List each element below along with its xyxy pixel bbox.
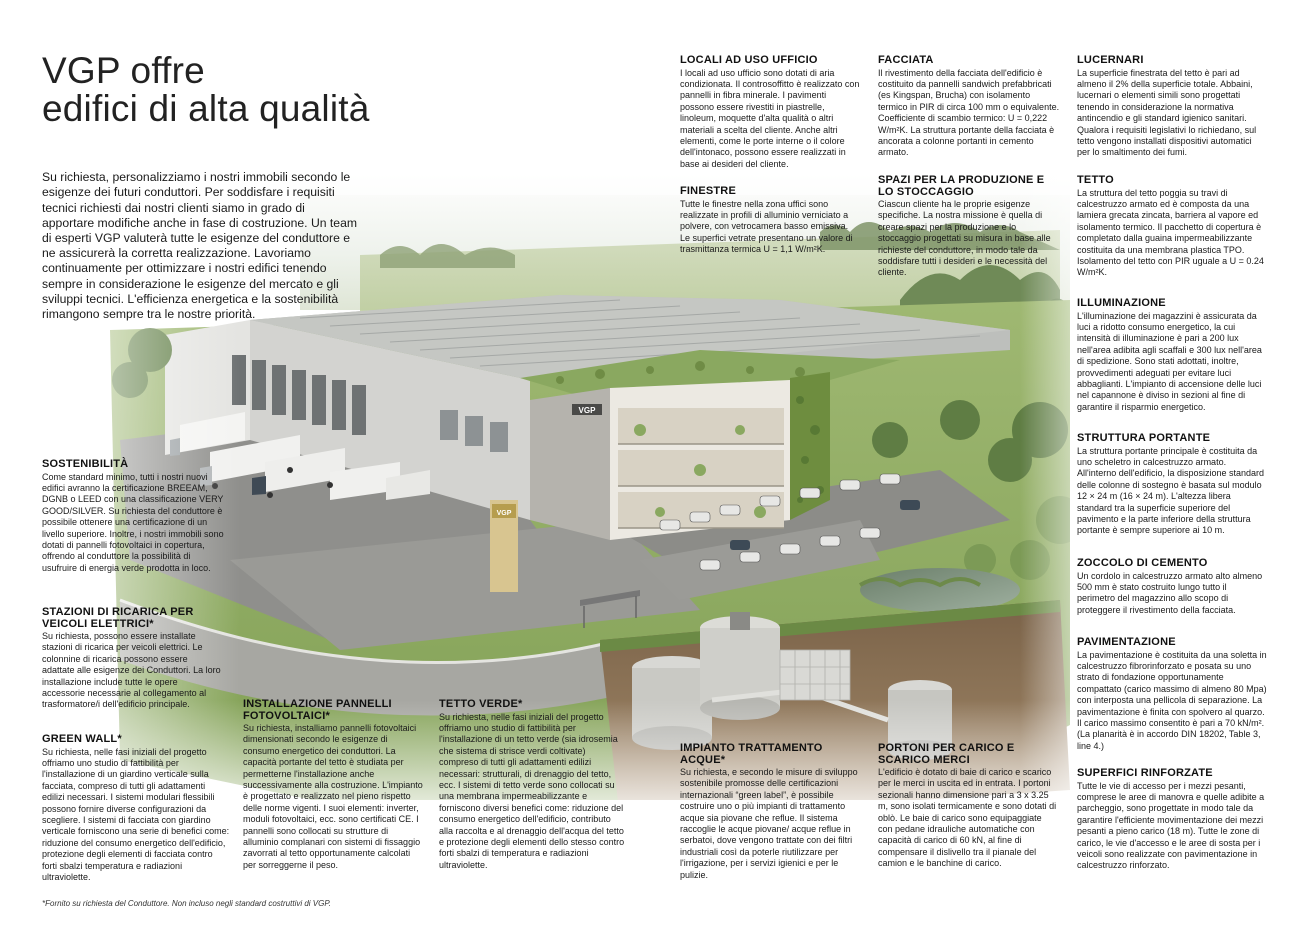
section-fotovoltaici [243, 699, 423, 871]
section-pavimentazione [1077, 637, 1267, 752]
section-body: L'illuminazione dei magazzini è assicurata da luci a ridotto consumo energetico, la cui intensità di illuminazione è pari a 200 lux nell'area adibita agli scaffali e 300 lux nell'area di spedizione. Sono stati adottati, inoltre, provvedimenti adeguati per evitare luci abbaglianti. L'impianto di accensione delle luci nel capannone è diviso in sezioni al fine di garantire il risparmio energetico. [1077, 310, 1262, 412]
section-illuminazione [1077, 298, 1267, 413]
section-body: Su richiesta, possono essere installate stazioni di ricarica per veicoli elettrici. Le colonnine di ricarica possono essere adattate alle esigenze dei Conduttori. La loro installazione include tutte le opere accessorie necessarie al collegamento al trasformatore/i dell'edificio principale. [42, 631, 221, 710]
intro-paragraph: Su richiesta, personalizziamo i nostri immobili secondo le esigenze dei futuri conduttori. Per soddisfare i requisiti tecnici richiesti dai nostri clienti siamo in grado di apportare modifiche anche in fase di costruzione. Un team di esperti VGP valuterà tutte le esigenze del conduttore e ne assicurerà la corretta realizzazione. Lavoriamo continuamente per ottimizzare i nostri edifici tenendo sempre in considerazione le esigenze del mercato e gli sviluppi tecnici. L'efficienza energetica e la sostenibilità rimangono sempre tra le nostre priorità. [42, 170, 358, 322]
section-body: La superficie finestrata del tetto è pari ad almeno il 2% della superficie totale. Abbaini, lucernari o elementi simili sono progettati tenendo in considerazione la normativa antincendio e gli standard igienico sanitari. Qualora i requisiti legislativi lo richiedano, sul tetto vengono installati dispositivi automatici per lo smaltimento dei fumi. [1077, 67, 1257, 158]
section-lucernari [1077, 55, 1267, 159]
section-title: ILLUMINAZIONE [1077, 297, 1166, 309]
title-line-1: VGP offre [42, 50, 205, 91]
section-title: FINESTRE [680, 185, 736, 197]
section-body: Il rivestimento della facciata dell'edificio è costituito da pannelli sandwich prefabbricati (es Kingspan, Brucha) con isolamento termico in PIR di circa 100 mm o equivalente. Coefficiente di scambio termico: U = 0,222 W/m²K. La struttura portante della facciata è ancorata a colonne portanti in cemento armato. [878, 67, 1060, 158]
section-title: ZOCCOLO DI CEMENTO [1077, 557, 1208, 569]
section-body: Tutte le finestre nella zona uffici sono realizzate in profili di alluminio verniciato a polvere, con vetrocamera basso emissiva. Le superfici vetrate presentano un valore di trasmittanza termica U = 1,1 W/m²K. [680, 198, 853, 255]
section-tetto-verde [439, 699, 625, 871]
section-title: SPAZI PER LA PRODUZIONE E LO STOCCAGGIO [878, 174, 1045, 198]
section-portoni [878, 743, 1058, 870]
section-title: INSTALLAZIONE PANNELLI FOTOVOLTAICI* [243, 698, 392, 722]
section-title: STRUTTURA PORTANTE [1077, 432, 1211, 444]
section-facciata [878, 55, 1060, 159]
section-title: LUCERNARI [1077, 54, 1144, 66]
section-body: L'edificio è dotato di baie di carico e scarico per le merci in uscita ed in entrata. I portoni sezionali hanno dimensione pari a 3 x 3.25 m, sono isolati termicamente e sono dotati di oblò. Le baie di carico sono equipaggiate con pedane idrauliche automatiche con capacità di carico di 60 kN, al fine di compensare il dislivello tra il pianale del camion e le banchine di carico. [878, 767, 1057, 869]
section-body: Su richiesta, nelle fasi iniziali del progetto offriamo uno studio di fattibilità per l'installazione di un giardino verticale sulla facciata, compreso di tutti gli adattamenti edilizi necessari. I sistemi modulari flessibili possono fornire diverse configurazioni da scegliere. I sistemi di facciata con giardino verticale forniscono una serie di benefici come: riduzione del consumo energetico dell'edificio, protezione degli elementi di facciata contro forti sbalzi temperatura e radiazioni ultraviolette. [42, 746, 230, 882]
section-spazi [878, 175, 1060, 279]
section-title: TETTO VERDE* [439, 698, 523, 710]
section-title: SUPERFICI RINFORZATE [1077, 767, 1213, 779]
facade-logo: VGP [578, 406, 596, 415]
section-stazioni-ricarica [42, 607, 222, 711]
section-body: Tutte le vie di accesso per i mezzi pesanti, comprese le aree di manovra e quelle adibite a parcheggio, sono progettate in modo tale da garantire l'efficiente movimentazione dei mezzi pesanti a pieno carico (18 m). Tutte le zone di carico, le vie d'accesso e le aree di sosta per i veicoli sono realizzate con pavimentazione in calcestruzzo rinforzato. [1077, 780, 1265, 871]
section-title: FACCIATA [878, 54, 934, 66]
section-zoccolo [1077, 558, 1267, 616]
sign-logo: VGP [496, 510, 512, 517]
section-body: Ciascun cliente ha le proprie esigenze specifiche. La nostra missione è quella di creare spazi per la produzione e lo stoccaggio progettati su misura in base alle richieste del conduttore, in modo tale da soddisfare tutti i desideri e le necessità del cliente. [878, 199, 1051, 278]
section-body: I locali ad uso ufficio sono dotati di aria condizionata. Il controsoffitto è realizzato con pannelli in fibra minerale. I pavimenti possono essere rivestiti in piastrelle, linoleum, moquette d'alta qualità o altri materiali a scelta del cliente. Anche altri elementi, come le porte interne o il colore dell'intonaco, possono essere realizzati in base ai desideri del cliente. [680, 67, 860, 169]
section-title: IMPIANTO TRATTAMENTO ACQUE* [680, 742, 823, 766]
section-sostenibilita [42, 459, 227, 574]
section-finestre [680, 186, 860, 256]
section-tetto [1077, 175, 1267, 279]
title-line-2: edifici di alta qualità [42, 88, 370, 129]
section-title: GREEN WALL* [42, 733, 122, 745]
section-title: PORTONI PER CARICO E SCARICO MERCI [878, 742, 1015, 766]
section-title: PAVIMENTAZIONE [1077, 636, 1176, 648]
section-body: Un cordolo in calcestruzzo armato alto almeno 500 mm è stato costruito lungo tutto il perimetro del magazzino allo scopo di proteggere il rivestimento della facciata. [1077, 570, 1263, 615]
page-title [42, 52, 370, 128]
section-body: Su richiesta, nelle fasi iniziali del progetto offriamo uno studio di fattibilità per l'installazione di un tetto verde (sia idrosemia che sistema di strisce verdi coltivate) compreso di tutti gli adattamenti edilizi necessari: strutturali, di drenaggio del tetto, ecc. I sistemi di tetto verde sono collocati su una membrana impermeabilizzante e forniscono diversi benefici come: riduzione del consumo energetico dell'edificio, contributo alla raccolta e al drenaggio dell'acqua del tetto e protezione degli elementi dello stesso contro forti sbalzi di temperatura e radiazioni ultraviolette. [439, 711, 625, 870]
section-body: La struttura portante principale è costituita da uno scheletro in calcestruzzo armato. All'interno dell'edificio, la disposizione standard delle colonne di sostegno è basata sul modulo 12 × 24 m (16 × 24 m). L'altezza libera standard tra la superficie superiore del pavimento e la parte inferiore della struttura portante è sempre superiore ai 10 m. [1077, 445, 1265, 536]
section-title: TETTO [1077, 174, 1114, 186]
section-body: Su richiesta, e secondo le misure di sviluppo sostenibile promosse delle certificazioni internazionali “green label”, è possibile costruire uno o più impianti di trattamento acque sia piovane che reflue. Il sistema raccoglie le acque piovane/ acque reflue in serbatoi, dove vengono trattate con dei filtri industriali così da poterle riutilizzare per l'irrigazione, per i servizi igienici e per le pulizie. [680, 767, 858, 880]
section-superfici [1077, 768, 1267, 872]
section-body: Su richiesta, installiamo pannelli fotovoltaici dimensionati secondo le esigenze di consumo energetico dei conduttori. La capacità portante del tetto è studiata per permetterne l'installazione anche successivamente alla costruzione. L'impianto è progettato e realizzato nel pieno rispetto delle norme vigenti. I suoi elementi: inverter, moduli fotovoltaici, ecc. sono certificati CE. I pannelli sono collocati su strutture di alluminio complanari con sistemi di fissaggio zavorrati al tetto opportunamente calcolati per sorreggerne il peso. [243, 723, 423, 870]
section-title: LOCALI AD USO UFFICIO [680, 54, 818, 66]
section-impianto-acque [680, 743, 860, 881]
section-uffici [680, 55, 860, 170]
section-body: La struttura del tetto poggia su travi di calcestruzzo armato ed è composta da una lamiera grecata zincata, barriera al vapore ed isolamento termico. Il pacchetto di copertura è completato dalla guaina impermeabilizzante costituita da una membrana plastica TPO. Isolamento del tetto con PIR uguale a U = 0.24 W/m²K. [1077, 187, 1264, 278]
section-title: STAZIONI DI RICARICA PER VEICOLI ELETTRICI* [42, 606, 194, 630]
section-title: SOSTENIBILITÀ [42, 458, 129, 470]
section-body: La pavimentazione è costituita da una soletta in calcestruzzo fibrorinforzato e posata su uno strato di fondazione opportunamente compattato (carico massimo di almeno 80 Mpa) con interposta una pellicola di separazione. La pavimentazione è finita con spolvero al quarzo. Il carico massimo consentito è pari a 70 kN/m². (La planarità è in accordo DIN 18202, Table 3, line 4.) [1077, 649, 1267, 751]
section-struttura [1077, 433, 1267, 537]
footnote: *Fornito su richiesta del Conduttore. Non incluso negli standard costruttivi di VGP. [42, 899, 331, 908]
section-green-wall [42, 734, 230, 883]
section-body: Come standard minimo, tutti i nostri nuovi edifici avranno la certificazione BREEAM, DGNB o LEED con una classificazione VERY GOOD/SILVER. Su richiesta del conduttore è possibile ottenere una certificazione di un livello superiore. Inoltre, i nostri immobili sono dotati di pannelli fotovoltaici in copertura, offrendo al conduttore la possibilità di usufruire di energia verde prodotta in loco. [42, 471, 224, 573]
